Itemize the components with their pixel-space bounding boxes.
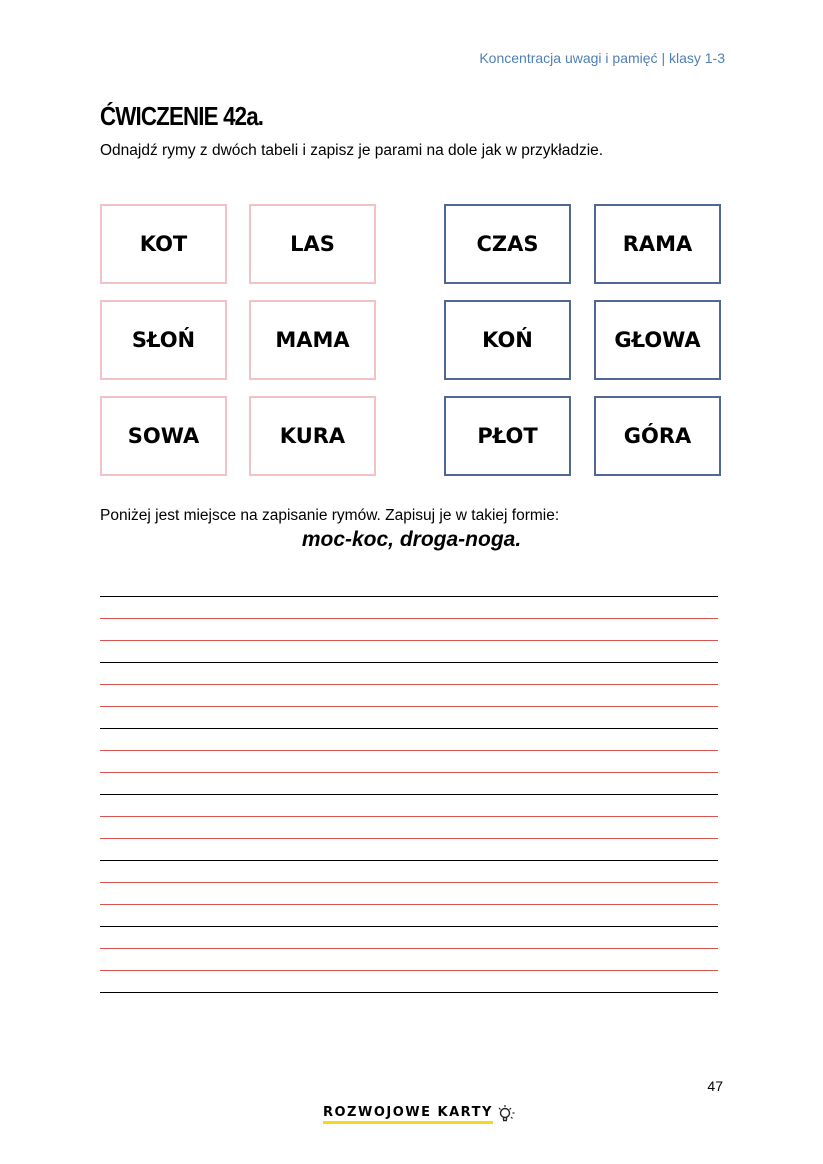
word-card-left: MAMA xyxy=(249,300,376,380)
brand-logo xyxy=(323,1104,515,1124)
lightbulb-icon xyxy=(497,1104,515,1124)
exercise-title: ĆWICZENIE 42a. xyxy=(100,101,264,131)
guide-line xyxy=(100,904,718,905)
guide-line xyxy=(100,816,718,817)
word-card-right: GŁOWA xyxy=(594,300,721,380)
guide-line xyxy=(100,970,718,971)
word-card-right: CZAS xyxy=(444,204,571,284)
word-card-left: KOT xyxy=(100,204,227,284)
writing-line xyxy=(100,992,718,993)
word-card-right: PŁOT xyxy=(444,396,571,476)
guide-line xyxy=(100,706,718,707)
word-card-left: SŁOŃ xyxy=(100,300,227,380)
guide-line xyxy=(100,772,718,773)
guide-line xyxy=(100,684,718,685)
brand-name: ROZWOJOWE KARTY xyxy=(323,1105,493,1124)
writing-hint: Poniżej jest miejsce na zapisanie rymów. Zapisuj je w takiej formie: xyxy=(100,507,560,524)
writing-line xyxy=(100,662,718,663)
exercise-instruction: Odnajdź rymy z dwóch tabeli i zapisz je parami na dole jak w przykładzie. xyxy=(100,142,604,159)
rhyme-example: moc-koc, droga-noga. xyxy=(301,528,522,551)
writing-line xyxy=(100,794,718,795)
guide-line xyxy=(100,750,718,751)
guide-line xyxy=(100,882,718,883)
writing-line xyxy=(100,596,718,597)
writing-line xyxy=(100,926,718,927)
guide-line xyxy=(100,618,718,619)
word-card-right: RAMA xyxy=(594,204,721,284)
writing-line xyxy=(100,860,718,861)
word-card-right: GÓRA xyxy=(594,396,721,476)
guide-line xyxy=(100,640,718,641)
word-card-left: SOWA xyxy=(100,396,227,476)
guide-line xyxy=(100,838,718,839)
word-card-left: LAS xyxy=(249,204,376,284)
guide-line xyxy=(100,948,718,949)
writing-line xyxy=(100,728,718,729)
page-number: 47 xyxy=(707,1078,723,1094)
word-card-right: KOŃ xyxy=(444,300,571,380)
word-card-left: KURA xyxy=(249,396,376,476)
page-header: Koncentracja uwagi i pamięć | klasy 1-3 xyxy=(479,50,725,66)
